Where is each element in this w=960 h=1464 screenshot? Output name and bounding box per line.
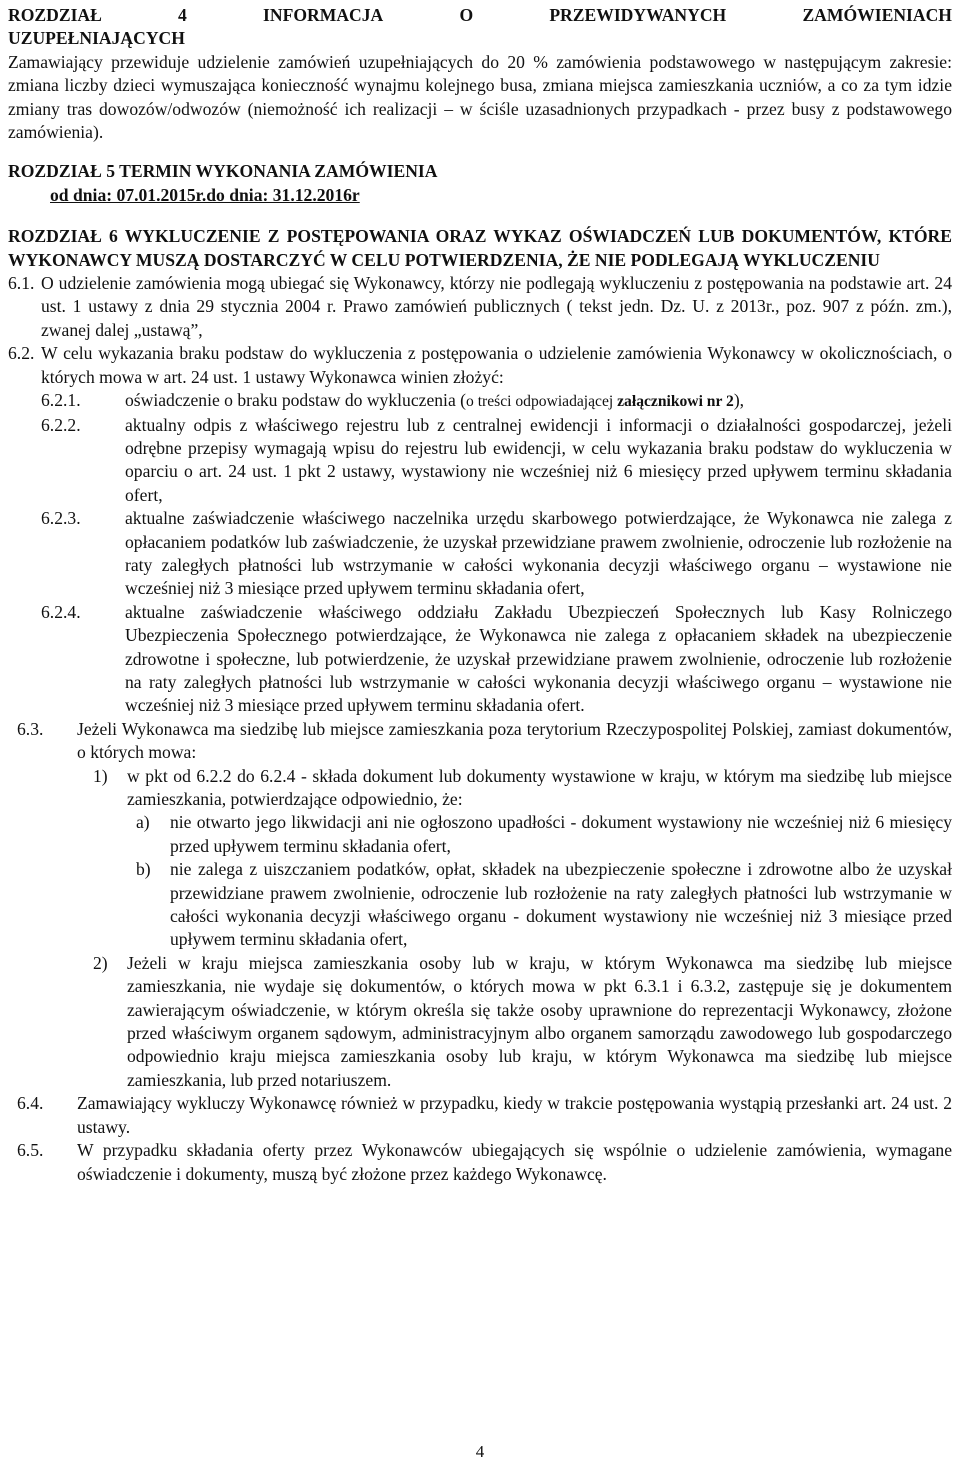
section-number: 6.1. <box>8 273 35 294</box>
section-6-5 <box>14 1139 952 1186</box>
section-text: aktualny odpis z właściwego rejestru lub z centralnej ewidencji i informacji o działalności gospodarczej, jeżeli odrębne przepisy wymagają wpisu do rejestru lub ewidencji, w celu wykazania braku podstaw do wykluczenia w oparciu o art. 24 ust. 1 pkt 2 ustawy, wystawiony nie wcześniej niż 6 miesięcy przed upływem terminu składania ofert, <box>125 414 952 505</box>
list-item-2 <box>93 952 952 1092</box>
heading-word: PRZEWIDYWANYCH <box>549 5 727 25</box>
list-text: w pkt od 6.2.2 do 6.2.4 - składa dokument lub dokumenty wystawione w kraju, w którym ma siedzibę lub miejsce zamieszkania, potwierdzające odpowiednio, że: <box>127 765 952 809</box>
section-text: O udzielenie zamówienia mogą ubiegać się Wykonawcy, którzy nie podlegają wykluczeniu z postępowania na podstawie art. 24 ust. 1 ustawy z dnia 29 stycznia 2004 r. Prawo zamówień publicznych ( tekst jedn. Dz. U. z 2013r., poz. 907 z późn. zm.), zwanej dalej „ustawą”, <box>41 273 952 340</box>
attachment-reference: załącznikowi nr 2 <box>617 393 734 411</box>
heading-word: INFORMACJA <box>263 5 384 25</box>
section-number: 6.3. <box>17 718 44 739</box>
chapter-4-body: Zamawiający przewiduje udzielenie zamówień uzupełniających do 20 % zamówienia podstawowego w następującym zakresie: zmiana liczby dzieci wymuszająca konieczność wynajmu kolejnego busa, zmiana miejsca zamieszkania uczniów, a co za tym idzie zmiany tras dowozów/odwozów (niemożność ich realizacji – w ściśle uzasadnionych przypadkach - przez busy z podstawowego zamówienia). <box>8 51 952 143</box>
list-number: 2) <box>93 952 108 973</box>
chapter-4-heading-line2: UZUPEŁNIAJĄCYCH <box>8 28 185 49</box>
section-6-2-3 <box>41 507 952 601</box>
section-text: W przypadku składania oferty przez Wykonawców ubiegających się wspólnie o udzielenie zamówienia, wymagane oświadczenie i dokumenty, muszą być złożone przez każdego Wykonawcę. <box>77 1140 952 1184</box>
section-6-4 <box>14 1092 952 1139</box>
chapter-5-dates: od dnia: 07.01.2015r.do dnia: 31.12.2016r <box>50 184 360 205</box>
section-text: W celu wykazania braku podstaw do wykluczenia z postępowania o udzielenie zamówienia Wykonawcy w okolicznościach, o których mowa w art. 24 ust. 1 ustawy Wykonawca winien złożyć: <box>41 343 952 387</box>
section-6-1 <box>8 272 952 342</box>
heading-word: O <box>459 5 474 25</box>
list-item-b <box>136 858 952 952</box>
text-part: o treści odpowiadającej <box>466 393 618 411</box>
section-text <box>125 389 952 413</box>
list-letter: b) <box>136 859 151 880</box>
list-text: Jeżeli w kraju miejsca zamieszkania osoby lub w kraju, w którym Wykonawca ma siedzibę lub miejsce zamieszkania, nie wydaje się dokumentów, o których mowa w pkt 6.3.1 i 6.3.2, zastępuje się je dokumentem zawierającym oświadczenie, w którym określa się także osoby uprawnione do reprezentacji Wykonawcy, złożone przed właściwym organem sądowym, administracyjnym albo organem samorządu zawodowego lub gospodarczego odpowiednio kraju miejsca zamieszkania osoby lub kraju, w którym Wykonawca ma siedzibę lub miejsce zamieszkania, lub przed notariuszem. <box>127 952 952 1090</box>
heading-word: 4 <box>178 5 187 25</box>
section-text: aktualne zaświadczenie właściwego naczelnika urzędu skarbowego potwierdzające, że Wykonawca nie zalega z opłacaniem podatków lub zaświadczenie, że uzyskał przewidziane prawem zwolnienie, odroczenie lub rozłożenie na raty zaległych płatności lub wstrzymanie w całości wykonania decyzji właściwego organu – wystawione nie wcześniej niż 3 miesiące przed upływem terminu składania ofert, <box>125 508 952 599</box>
heading-word: ROZDZIAŁ <box>8 5 102 25</box>
chapter-4-heading <box>8 4 952 27</box>
section-number: 6.4. <box>17 1093 44 1114</box>
list-text: nie zalega z uiszczaniem podatków, opłat, składek na ubezpieczenie społeczne i zdrowotne albo że uzyskał przewidziane prawem zwolnienie, odroczenie lub rozłożenie na raty zaległych płatności lub wstrzymanie w całości wykonania decyzji właściwego organu - dokument wystawiony nie wcześniej niż 3 miesiące przed upływem terminu składania ofert, <box>170 859 952 950</box>
section-6-2 <box>8 342 952 389</box>
section-number: 6.2.3. <box>41 508 81 529</box>
section-6-2-4 <box>41 601 952 718</box>
section-number: 6.2. <box>8 343 35 364</box>
heading-word: ZAMÓWIENIACH <box>802 5 952 25</box>
text-part: oświadczenie o braku podstaw do wykluczenia ( <box>125 390 467 411</box>
section-number: 6.2.1. <box>41 390 81 411</box>
section-number: 6.5. <box>17 1140 44 1161</box>
section-6-2-2 <box>41 414 952 508</box>
section-6-2-1 <box>41 389 952 413</box>
list-letter: a) <box>136 812 150 833</box>
section-6-3 <box>14 718 952 765</box>
section-text: aktualne zaświadczenie właściwego oddziału Zakładu Ubezpieczeń Społecznych lub Kasy Rolniczego Ubezpieczenia Społecznego potwierdzające, że Wykonawca nie zalega z opłacaniem składek na ubezpieczenie zdrowotne i społeczne, lub potwierdzenie, że uzyskał przewidziane prawem zwolnienie, odroczenie lub rozłożenie na raty zaległych płatności lub wstrzymanie w całości wykonania decyzji właściwego organu – wystawione nie wcześniej niż 3 miesiące przed upływem terminu składania ofert. <box>125 601 952 716</box>
page-number: 4 <box>475 1442 485 1461</box>
list-item-1 <box>93 765 952 812</box>
text-part: ), <box>733 390 745 411</box>
section-text: Jeżeli Wykonawca ma siedzibę lub miejsce zamieszkania poza terytorium Rzeczypospolitej Polskiej, zamiast dokumentów, o których mowa: <box>77 718 952 763</box>
list-item-a <box>136 811 952 858</box>
section-text: Zamawiający wykluczy Wykonawcę również w przypadku, kiedy w trakcie postępowania wystąpią przesłanki art. 24 ust. 2 ustawy. <box>77 1093 952 1137</box>
list-number: 1) <box>93 765 108 786</box>
section-number: 6.2.2. <box>41 414 81 435</box>
chapter-6-heading: ROZDZIAŁ 6 WYKLUCZENIE Z POSTĘPOWANIA ORAZ WYKAZ OŚWIADCZEŃ LUB DOKUMENTÓW, KTÓRE WYKONAWCY MUSZĄ DOSTARCZYĆ W CELU POTWIERDZENIA, ŻE NIE PODLEGAJĄ WYKLUCZENIU <box>8 226 952 270</box>
list-text: nie otwarto jego likwidacji ani nie ogłoszono upadłości - dokument wystawiony nie wcześniej niż 6 miesięcy przed upływem terminu składania ofert, <box>170 812 952 856</box>
section-number: 6.2.4. <box>41 601 81 622</box>
chapter-5-heading: ROZDZIAŁ 5 TERMIN WYKONANIA ZAMÓWIENIA <box>8 161 438 182</box>
